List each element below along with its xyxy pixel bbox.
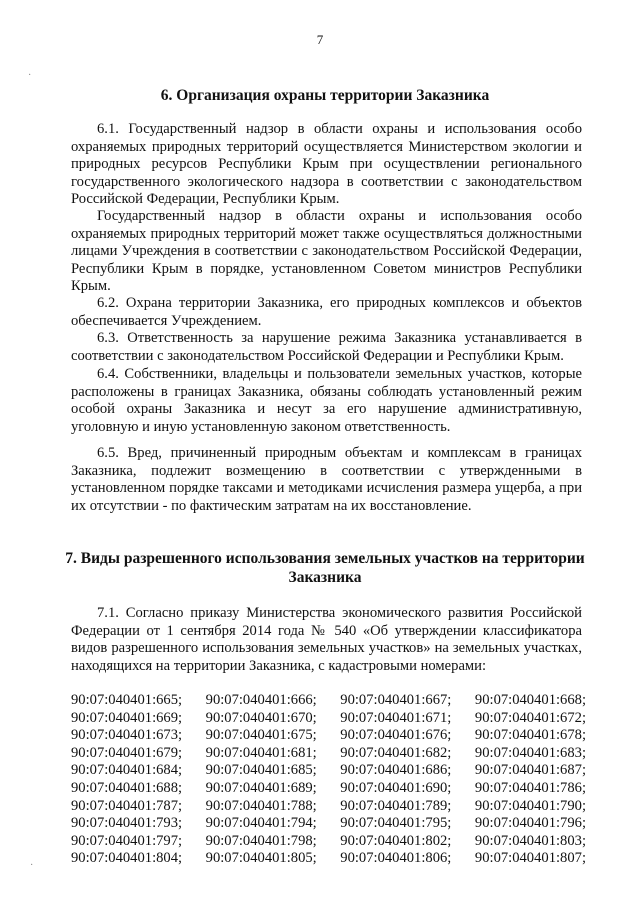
- cadastral-number: 90:07:040401:669;: [71, 709, 183, 726]
- scan-speck: ·: [30, 860, 34, 871]
- cadastral-number: 90:07:040401:679;: [71, 744, 183, 761]
- section-7-title-line2: Заказника: [288, 569, 362, 586]
- cadastral-row: [71, 710, 586, 728]
- cadastral-number: 90:07:040401:666;: [205, 692, 317, 708]
- cadastral-number: 90:07:040401:682;: [340, 744, 452, 761]
- cadastral-row: [71, 815, 586, 833]
- section-7-title-line1: 7. Виды разрешенного использования земельных участков на территории: [65, 550, 585, 567]
- cadastral-number: 90:07:040401:671;: [340, 709, 452, 726]
- cadastral-number: 90:07:040401:793;: [71, 815, 183, 832]
- cadastral-number: 90:07:040401:795;: [340, 815, 452, 832]
- cadastral-number: 90:07:040401:690;: [340, 779, 452, 796]
- paragraph-text: Государственный надзор в области охраны и использования особо охраняемых природных территорий может также осуществляться должностными лицами Учреждения в соответствии с законодательством Российской Федерации, Республики Крым в порядке, установленном Советом министров Республики Крым.: [71, 208, 582, 295]
- cadastral-number: 90:07:040401:797;: [71, 832, 183, 849]
- paragraph-7-1: [71, 605, 582, 675]
- cadastral-number: 90:07:040401:672;: [474, 709, 586, 726]
- cadastral-row: [71, 780, 586, 798]
- paragraph-6-3: [71, 330, 582, 365]
- cadastral-row: [71, 833, 586, 851]
- cadastral-number: 90:07:040401:676;: [340, 727, 452, 744]
- cadastral-number: 90:07:040401:678;: [474, 727, 586, 744]
- cadastral-number: 90:07:040401:789;: [340, 797, 452, 814]
- cadastral-number: 90:07:040401:665;: [71, 692, 183, 708]
- cadastral-number: 90:07:040401:689;: [205, 779, 317, 796]
- cadastral-number: 90:07:040401:681;: [205, 744, 317, 761]
- paragraph-text: 6.3. Ответственность за нарушение режима Заказника устанавливается в соответствии с законодательством Российской Федерации и Республики Крым.: [71, 330, 582, 364]
- paragraph-6-4: [71, 366, 582, 436]
- paragraph-text: 6.2. Охрана территории Заказника, его природных комплексов и объектов обеспечивается Учреждением.: [71, 295, 582, 329]
- cadastral-number: 90:07:040401:670;: [205, 709, 317, 726]
- cadastral-row: [71, 850, 586, 868]
- cadastral-number: 90:07:040401:790;: [474, 797, 586, 814]
- cadastral-number: 90:07:040401:788;: [205, 797, 317, 814]
- cadastral-number: 90:07:040401:796;: [474, 815, 586, 832]
- cadastral-row: [71, 762, 586, 780]
- cadastral-number: 90:07:040401:794;: [205, 815, 317, 832]
- cadastral-number: 90:07:040401:803;: [474, 832, 586, 849]
- cadastral-number: 90:07:040401:806;: [340, 850, 452, 867]
- paragraph-text: 6.5. Вред, причиненный природным объектам и комплексам в границах Заказника, подлежит возмещению в соответствии с утвержденными в установленном порядке таксами и методиками исчисления размера ущерба, а при их отсутствии - по фактическим затратам на их восстановление.: [71, 445, 582, 514]
- cadastral-number: 90:07:040401:675;: [205, 727, 317, 744]
- cadastral-number: 90:07:040401:802;: [340, 832, 452, 849]
- cadastral-number: 90:07:040401:667;: [340, 692, 452, 708]
- cadastral-number: 90:07:040401:686;: [340, 762, 452, 779]
- page-number: 7: [316, 32, 324, 47]
- cadastral-number: 90:07:040401:787;: [71, 797, 183, 814]
- cadastral-number: 90:07:040401:805;: [205, 850, 317, 867]
- cadastral-row: [71, 727, 586, 745]
- section-7-title: [60, 549, 590, 587]
- cadastral-number: 90:07:040401:807;: [474, 850, 586, 867]
- cadastral-row: [71, 798, 586, 816]
- cadastral-number-list: [71, 692, 586, 868]
- cadastral-number: 90:07:040401:685;: [205, 762, 317, 779]
- section-6-title: 6. Организация охраны территории Заказника: [160, 87, 490, 104]
- paragraph-6-2: [71, 295, 582, 330]
- cadastral-number: 90:07:040401:673;: [71, 727, 183, 744]
- cadastral-number: 90:07:040401:684;: [71, 762, 183, 779]
- cadastral-number: 90:07:040401:688;: [71, 779, 183, 796]
- cadastral-row: [71, 745, 586, 763]
- cadastral-number: 90:07:040401:804;: [71, 850, 183, 867]
- cadastral-number: 90:07:040401:786;: [474, 779, 586, 796]
- paragraph-text: 6.1. Государственный надзор в области охраны и использования особо охраняемых природных территорий осуществляется Министерством экологии и природных ресурсов Республики Крым при осуществлении регионального государственного экологического надзора в соответствии с законодательством Российской Федерации, Республики Крым.: [71, 121, 582, 208]
- paragraph-6-1-cont: [71, 208, 582, 296]
- paragraph-6-5: [71, 445, 582, 515]
- paragraph-text: 7.1. Согласно приказу Министерства экономического развития Российской Федерации от 1 сентября 2014 года № 540 «Об утверждении классификатора видов разрешенного использования земельных участков» на земельных участках, находящихся на территории Заказника, с кадастровыми номерами:: [71, 605, 582, 674]
- cadastral-number: 90:07:040401:668;: [474, 692, 586, 708]
- cadastral-number: 90:07:040401:687;: [474, 762, 586, 779]
- cadastral-number: 90:07:040401:798;: [205, 832, 317, 849]
- paragraph-6-1: [71, 121, 582, 209]
- cadastral-number: 90:07:040401:683;: [474, 744, 586, 761]
- paragraph-text: 6.4. Собственники, владельцы и пользователи земельных участков, которые расположены в границах Заказника, обязаны соблюдать установленный режим особой охраны Заказника и несут за его нарушение административную, уголовную и иную установленную законом ответственность.: [71, 366, 582, 435]
- scan-speck: ·: [28, 70, 32, 81]
- cadastral-row: [71, 692, 586, 710]
